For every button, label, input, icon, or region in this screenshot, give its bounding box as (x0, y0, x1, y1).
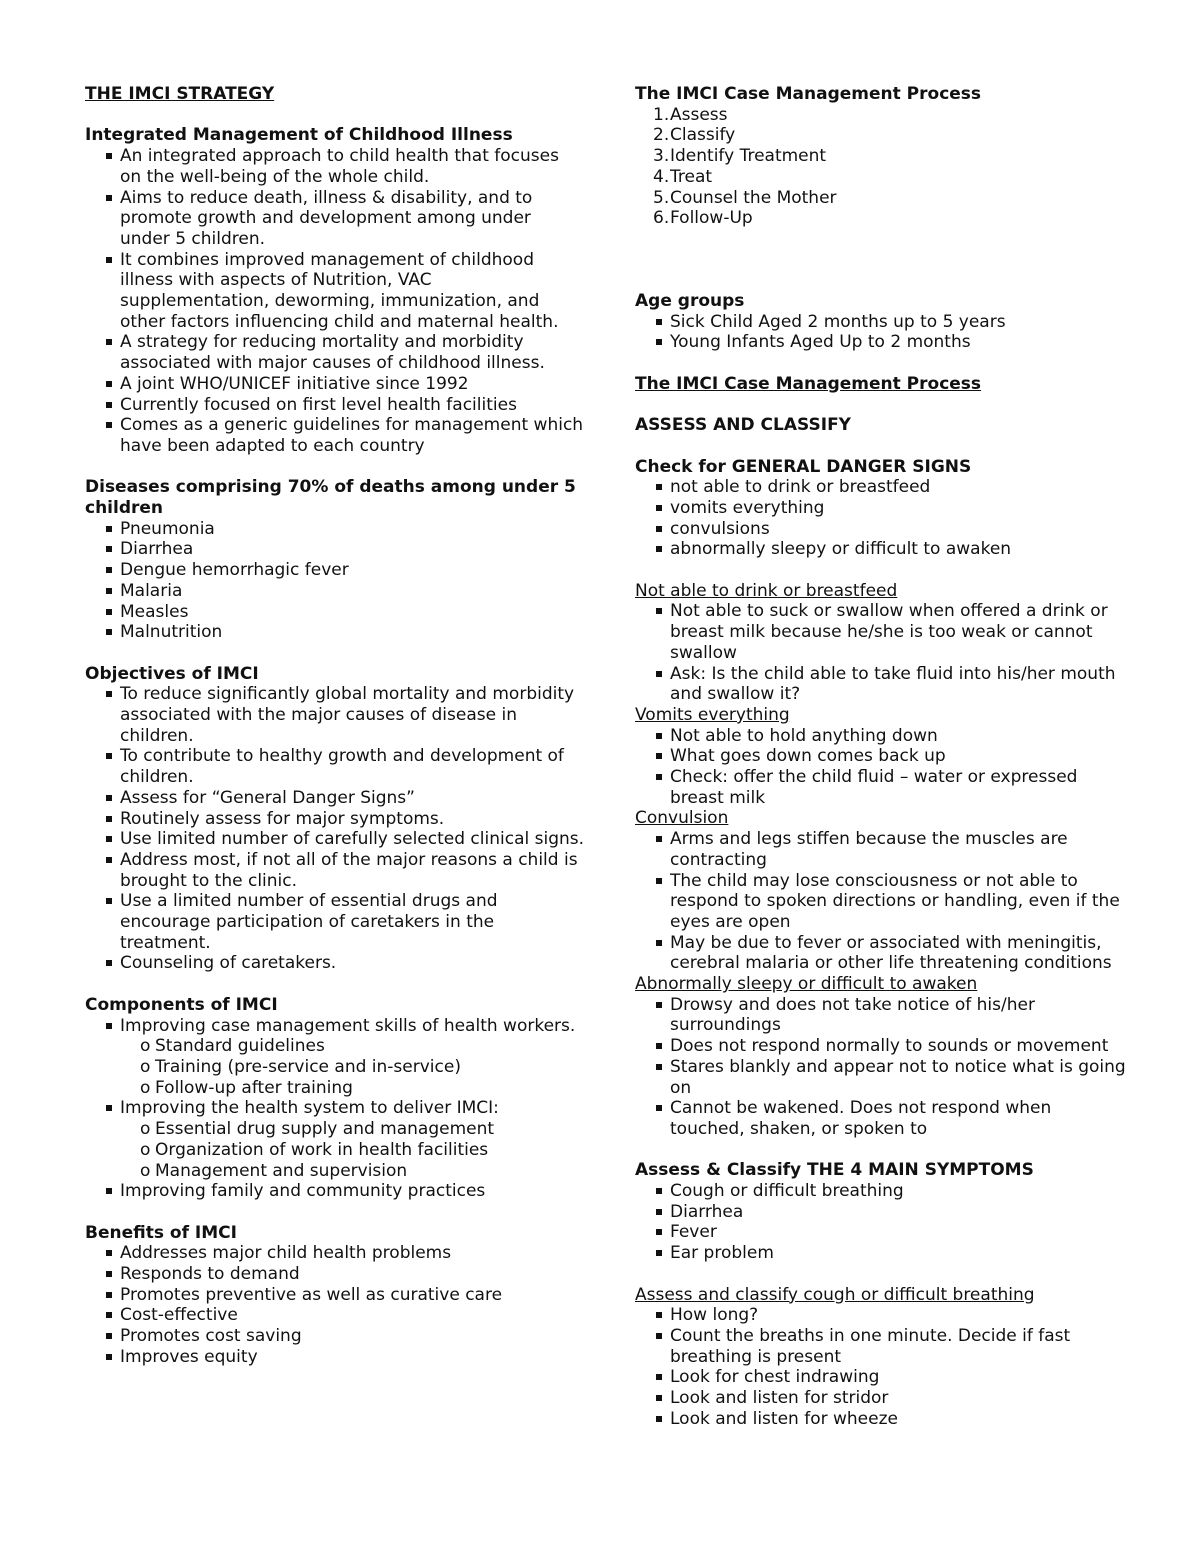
list-item: Routinely assess for major symptoms. (85, 809, 585, 830)
list-item: Use limited number of carefully selected clinical signs. (85, 829, 585, 850)
age-groups-heading: Age groups (635, 290, 745, 311)
list-item: Addresses major child health problems (85, 1243, 585, 1264)
process-step: 6. Follow-Up (653, 208, 753, 229)
not-able-heading: Not able to drink or breastfeed (635, 580, 898, 601)
list-item: Cough or difficult breathing (635, 1181, 1130, 1202)
process-heading-2: The IMCI Case Management Process (635, 373, 982, 394)
list-item: Improving case management skills of health workers. (85, 1016, 585, 1037)
process-step: 5. Counsel the Mother (653, 187, 837, 208)
process-steps (635, 105, 1130, 229)
list-item: Look and listen for wheeze (635, 1409, 1130, 1430)
danger-signs-heading: Check for GENERAL DANGER SIGNS (635, 456, 972, 477)
list-item: Pneumonia (85, 519, 585, 540)
right-column (635, 84, 1130, 1430)
list-item: Arms and legs stiffen because the muscles are contracting (635, 829, 1130, 870)
imci-list (85, 146, 585, 457)
components-sublist (85, 1119, 585, 1181)
sleepy-list (635, 995, 1130, 1140)
list-item: Dengue hemorrhagic fever (85, 560, 585, 581)
list-item: To reduce significantly global mortality and morbidity associated with the major causes of disease in children. (85, 684, 585, 746)
list-item: Not able to hold anything down (635, 726, 1130, 747)
list-item: Assess for “General Danger Signs” (85, 788, 585, 809)
list-item: Diarrhea (635, 1202, 1130, 1223)
convulsion-heading: Convulsion (635, 808, 729, 829)
objectives-list (85, 684, 585, 974)
list-item: How long? (635, 1305, 1130, 1326)
process-heading: The IMCI Case Management Process (635, 84, 982, 104)
main-symptoms-list (635, 1181, 1130, 1264)
list-item: An integrated approach to child health that focuses on the well-being of the whole child. (85, 146, 585, 187)
cough-heading: Assess and classify cough or difficult breathing (635, 1284, 1035, 1305)
list-item: Count the breaths in one minute. Decide if fast breathing is present (635, 1326, 1130, 1367)
sub-list-item: o Essential drug supply and management (85, 1119, 585, 1140)
sub-list-item: o Organization of work in health facilities (85, 1140, 585, 1161)
list-item: What goes down comes back up (635, 746, 1130, 767)
list-item: Does not respond normally to sounds or movement (635, 1036, 1130, 1057)
danger-signs-list (635, 477, 1130, 560)
list-item: Use a limited number of essential drugs and encourage participation of caretakers in the treatment. (85, 891, 585, 953)
diseases-heading: Diseases comprising 70% of deaths among under 5 children (85, 477, 576, 519)
list-item: Sick Child Aged 2 months up to 5 years (635, 312, 1130, 333)
list-item: Cost-effective (85, 1305, 585, 1326)
vomits-list (635, 726, 1130, 809)
imci-heading: Integrated Management of Childhood Illness (85, 125, 513, 146)
list-item: Comes as a generic guidelines for management which have been adapted to each country (85, 415, 585, 456)
not-able-list (635, 601, 1130, 705)
age-groups-list (635, 312, 1130, 353)
list-item: Cannot be wakened. Does not respond when touched, shaken, or spoken to (635, 1098, 1130, 1139)
list-item: vomits everything (635, 498, 1130, 519)
list-item: Improving family and community practices (85, 1181, 585, 1202)
list-item: Aims to reduce death, illness & disability, and to promote growth and development among under under 5 children. (85, 188, 585, 250)
list-item: Address most, if not all of the major reasons a child is brought to the clinic. (85, 850, 585, 891)
list-item: Not able to suck or swallow when offered a drink or breast milk because he/she is too weak or cannot swallow (635, 601, 1130, 663)
list-item: The child may lose consciousness or not able to respond to spoken directions or handling, even if the eyes are open (635, 871, 1130, 933)
diseases-list (85, 519, 585, 643)
vomits-heading: Vomits everything (635, 704, 790, 725)
cough-list (635, 1305, 1130, 1429)
convulsion-list (635, 829, 1130, 974)
sub-list-item: o Follow-up after training (85, 1078, 585, 1099)
list-item: Counseling of caretakers. (85, 953, 585, 974)
list-item: It combines improved management of childhood illness with aspects of Nutrition, VAC supplementation, deworming, immunization, and other factors influencing child and maternal health. (85, 250, 585, 333)
list-item: A joint WHO/UNICEF initiative since 1992 (85, 374, 585, 395)
components-list (85, 1016, 585, 1037)
list-item: Improving the health system to deliver IMCI: (85, 1098, 585, 1119)
process-step: 2. Classify (653, 125, 736, 146)
benefits-list (85, 1243, 585, 1367)
list-item: Diarrhea (85, 539, 585, 560)
benefits-heading: Benefits of IMCI (85, 1222, 237, 1243)
sub-list-item: o Management and supervision (85, 1161, 585, 1182)
sub-list-item: o Standard guidelines (85, 1036, 585, 1057)
list-item: Responds to demand (85, 1264, 585, 1285)
list-item: Improves equity (85, 1347, 585, 1368)
list-item: Ear problem (635, 1243, 1130, 1264)
list-item: Promotes cost saving (85, 1326, 585, 1347)
list-item: May be due to fever or associated with meningitis, cerebral malaria or other life threatening conditions (635, 933, 1130, 974)
list-item: Young Infants Aged Up to 2 months (635, 332, 1130, 353)
list-item: Measles (85, 602, 585, 623)
list-item: convulsions (635, 519, 1130, 540)
list-item: Stares blankly and appear not to notice what is going on (635, 1057, 1130, 1098)
list-item: To contribute to healthy growth and development of children. (85, 746, 585, 787)
sub-list-item: o Training (pre-service and in-service) (85, 1057, 585, 1078)
sleepy-heading: Abnormally sleepy or difficult to awaken (635, 974, 978, 995)
process-step: 3. Identify Treatment (653, 146, 827, 167)
list-item: not able to drink or breastfeed (635, 477, 1130, 498)
process-step: 4. Treat (653, 166, 713, 187)
objectives-heading: Objectives of IMCI (85, 663, 259, 684)
list-item: abnormally sleepy or difficult to awaken (635, 539, 1130, 560)
left-column (85, 84, 585, 1368)
list-item: Currently focused on first level health facilities (85, 395, 585, 416)
list-item: Malnutrition (85, 622, 585, 643)
assess-classify-heading: ASSESS AND CLASSIFY (635, 415, 851, 436)
list-item: Check: offer the child fluid – water or expressed breast milk (635, 767, 1130, 808)
components-heading: Components of IMCI (85, 994, 278, 1015)
list-item: Promotes preventive as well as curative care (85, 1285, 585, 1306)
list-item: Look for chest indrawing (635, 1367, 1130, 1388)
main-symptoms-heading: Assess & Classify THE 4 MAIN SYMPTOMS (635, 1160, 1034, 1181)
list-item: A strategy for reducing mortality and morbidity associated with major causes of childhood illness. (85, 332, 585, 373)
document-title: THE IMCI STRATEGY (85, 84, 275, 104)
list-item: Fever (635, 1222, 1130, 1243)
components-sublist (85, 1036, 585, 1098)
list-item: Look and listen for stridor (635, 1388, 1130, 1409)
process-step: 1. Assess (653, 104, 728, 125)
list-item: Drowsy and does not take notice of his/her surroundings (635, 995, 1130, 1036)
list-item: Malaria (85, 581, 585, 602)
list-item: Ask: Is the child able to take fluid into his/her mouth and swallow it? (635, 664, 1130, 705)
